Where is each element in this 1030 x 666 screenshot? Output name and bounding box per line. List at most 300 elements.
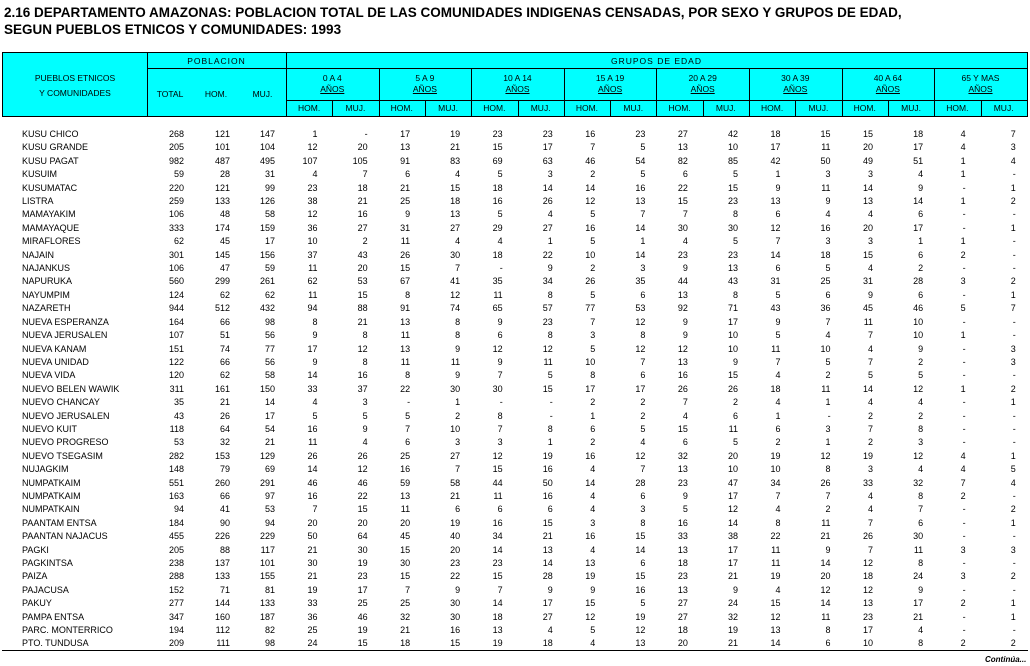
age-group-label: 10 A 14 [503,73,532,83]
table-cell: 6 [918,249,924,260]
community-name: NUEVO CHANCAY [22,397,100,408]
table-cell: 512 [214,303,230,314]
table-cell: 28 [913,276,924,287]
age-hom-header: HOM. [853,103,876,113]
table-cell: 226 [214,531,230,542]
table-cell: 106 [168,209,184,220]
table-row [2,557,1018,570]
table-cell: 145 [214,249,230,260]
table-cell: 16 [635,182,646,193]
table-cell: 5 [590,209,596,220]
table-cell: 24 [727,598,738,609]
table-cell: 2 [960,598,966,609]
table-cell: 2 [1010,638,1016,649]
table-cell: 23 [357,571,368,582]
table-cell: - [962,410,966,421]
table-cell: 21 [307,544,318,555]
age-hom-header: HOM. [946,103,969,113]
table-cell: 58 [264,209,275,220]
table-cell: 23 [677,477,688,488]
table-cell: 19 [635,611,646,622]
table-cell: 7 [918,504,924,515]
table-cell: - [1012,316,1016,327]
table-cell: 67 [400,276,411,287]
table-cell: 64 [357,531,368,542]
table-cell: 10 [727,343,738,354]
table-cell: 6 [918,209,924,220]
table-cell: 13 [400,142,411,153]
table-cell: - [962,356,966,367]
table-cell: 5 [682,504,688,515]
table-cell: 4 [590,490,596,501]
title-line-2: SEGUN PUEBLOS ETNICOS Y COMUNIDADES: 1993 [4,22,342,37]
table-cell: 7 [868,517,874,528]
age-group-label: 20 A 29 [688,73,717,83]
table-cell: 25 [820,276,831,287]
table-cell: 30 [677,222,688,233]
table-cell: 21 [727,638,738,649]
table-cell: 8 [732,289,738,300]
table-cell: 21 [400,625,411,636]
total-header: TOTAL [156,89,184,99]
table-cell: 62 [307,276,318,287]
table-cell: 148 [168,464,184,475]
table-cell: 51 [219,330,230,341]
table-cell: 13 [492,625,503,636]
table-cell: 6 [775,423,781,434]
table-cell: 43 [357,249,368,260]
table-cell: 7 [640,209,646,220]
table-cell: 28 [542,571,553,582]
table-cell: - [364,129,368,139]
table-cell: 19 [492,638,503,649]
table-cell: 4 [455,236,461,247]
table-cell: 13 [635,196,646,207]
table-cell: 1 [960,383,966,394]
table-cell: 23 [542,129,553,139]
table-cell: 21 [450,490,461,501]
table-cell: 26 [585,276,596,287]
table-cell: 33 [863,477,874,488]
table-cell: 7 [1010,129,1016,139]
table-cell: 26 [677,383,688,394]
table-cell: - [499,263,503,274]
table-cell: 15 [357,289,368,300]
table-cell: 2 [590,263,596,274]
table-cell: 45 [863,303,874,314]
table-cell: 14 [635,249,646,260]
table-cell: - [962,289,966,300]
table-cell: 10 [727,330,738,341]
table-cell: - [1012,437,1016,448]
community-name: PAKUY [22,598,52,609]
table-cell: 4 [682,410,688,421]
table-cell: 13 [677,464,688,475]
table-cell: 26 [219,410,230,421]
table-cell: 11 [771,343,781,354]
table-cell: 277 [168,598,184,609]
table-cell: 57 [542,303,553,314]
table-cell: 8 [497,410,503,421]
table-cell: - [962,558,966,568]
table-cell: 209 [168,638,184,649]
table-cell: 14 [585,477,596,488]
table-cell: 53 [635,303,646,314]
table-cell: 83 [450,155,461,166]
table-cell: 9 [682,316,688,327]
table-cell: 27 [677,598,688,609]
table-row [2,396,1018,409]
table-cell: 31 [863,276,874,287]
table-cell: 23 [635,129,646,139]
table-cell: 118 [169,423,184,434]
table-cell: 27 [357,222,368,233]
table-cell: 20 [357,263,368,274]
table-cell: 14 [635,544,646,555]
table-cell: 18 [770,383,781,394]
table-cell: 85 [727,155,738,166]
table-cell: 6 [775,263,781,274]
table-cell: 47 [219,263,230,274]
table-cell: 4 [775,504,781,515]
table-cell: 4 [455,169,461,180]
table-cell: 1 [455,397,461,408]
table-cell: 22 [400,383,411,394]
table-cell: 17 [542,142,553,153]
table-cell: 9 [918,584,924,595]
table-cell: - [962,209,966,220]
table-cell: 13 [542,544,553,555]
table-row [2,208,1018,221]
table-cell: - [962,370,966,381]
table-cell: 66 [219,356,230,367]
table-cell: 2 [590,169,596,180]
table-cell: 2 [640,397,646,408]
table-cell: 23 [542,316,553,327]
table-cell: 54 [635,155,646,166]
community-name: NUEVA KANAM [22,343,87,354]
table-cell: 54 [264,423,275,434]
table-cell: 21 [400,182,411,193]
community-name: KUSU PAGAT [22,155,79,166]
table-cell: 50 [542,477,553,488]
table-cell: 7 [682,397,688,408]
table-cell: 8 [918,638,924,649]
table-cell: 13 [770,625,781,636]
table-cell: 3 [362,397,368,408]
table-cell: 2 [1010,196,1016,207]
table-cell: 11 [913,544,924,555]
age-muj-header: MUJ. [530,103,551,113]
table-cell: 11 [400,356,411,367]
table-cell: 7 [1010,303,1016,314]
community-name: NUMPATKAIM [22,477,81,488]
table-cell: 107 [168,330,184,341]
table-cell: 30 [450,611,461,622]
table-cell: 10 [450,423,461,434]
community-name: PAGKI [22,544,49,555]
table-bottom-rule [2,650,1028,651]
table-cell: 19 [307,584,318,595]
table-cell: 66 [219,316,230,327]
table-cell: 105 [352,155,368,166]
table-cell: 16 [585,129,596,139]
table-cell: 184 [168,517,184,528]
table-cell: 94 [264,517,275,528]
pob-hom-header: HOM. [204,89,228,99]
table-cell: - [962,584,966,595]
table-cell: 19 [770,450,781,461]
table-row [2,637,1018,650]
table-cell: 56 [264,330,275,341]
table-cell: 40 [450,531,461,542]
table-cell: 32 [677,450,688,461]
table-cell: 32 [219,437,230,448]
table-cell: 71 [727,303,738,314]
community-name: MIRAFLORES [22,236,81,247]
table-cell: 33 [677,531,688,542]
age-group-header [842,73,935,95]
community-name: NUEVO TSEGASIM [22,450,103,461]
table-cell: 10 [820,343,831,354]
table-cell: 43 [173,410,184,421]
table-cell: 7 [682,209,688,220]
table-cell: 44 [492,477,503,488]
table-cell: 5 [405,410,411,421]
table-cell: 3 [455,437,461,448]
table-cell: 34 [492,531,503,542]
table-cell: 8 [590,370,596,381]
table-cell: 9 [497,356,503,367]
age-group-header [564,73,657,95]
table-cell: - [1012,209,1016,220]
table-cell: 8 [547,423,553,434]
table-cell: 20 [727,450,738,461]
table-cell: 37 [307,249,318,260]
table-row [2,597,1018,610]
table-cell: 17 [542,598,553,609]
table-cell: 1 [1010,222,1016,233]
table-cell: 6 [497,504,503,515]
table-cell: 8 [405,289,411,300]
table-cell: 27 [450,450,461,461]
table-cell: 11 [400,236,411,247]
table-cell: - [407,397,411,408]
table-cell: 18 [357,182,368,193]
table-cell: 5 [362,410,368,421]
table-cell: 12 [357,343,368,354]
table-row [2,517,1018,530]
table-cell: 487 [214,155,230,166]
table-cell: 4 [868,490,874,501]
table-cell: 16 [677,517,688,528]
table-cell: 1 [775,410,781,421]
table-cell: 1 [590,410,596,421]
table-cell: 59 [173,169,184,180]
table-cell: 2 [362,236,368,247]
table-cell: 7 [640,464,646,475]
table-cell: 23 [492,129,503,139]
table-cell: 2 [590,397,596,408]
table-cell: 17 [913,598,924,609]
table-cell: 15 [492,571,503,582]
table-cell: 3 [960,276,966,287]
table-cell: 62 [173,236,184,247]
table-row [2,477,1018,490]
table-cell: 9 [775,182,781,193]
table-cell: 30 [450,598,461,609]
table-cell: 46 [913,303,924,314]
table-cell: 20 [357,517,368,528]
age-group-label: 0 A 4 [322,73,342,83]
table-cell: 41 [450,276,461,287]
table-cell: 7 [775,490,781,501]
table-cell: 79 [219,464,230,475]
table-row [2,262,1018,275]
table-cell: 16 [585,450,596,461]
table-cell: 6 [682,169,688,180]
table-cell: - [962,531,966,542]
table-cell: 77 [585,303,596,314]
table-cell: 11 [821,517,831,528]
age-muj-header: MUJ. [993,103,1014,113]
table-cell: 13 [677,142,688,153]
table-cell: 12 [307,209,318,220]
table-cell: 25 [400,196,411,207]
table-cell: - [1012,370,1016,381]
table-cell: 7 [497,423,503,434]
table-row [2,410,1018,423]
table-cell: 159 [259,222,275,233]
table-cell: 133 [214,571,230,582]
table-cell: 1 [960,236,966,247]
table-cell: 16 [585,222,596,233]
table-cell: 42 [727,129,738,139]
table-cell: 53 [173,437,184,448]
community-name: NUEVA UNIDAD [22,356,89,367]
table-cell: 22 [357,490,368,501]
table-cell: 3 [825,169,831,180]
table-cell: 26 [863,531,874,542]
table-cell: 38 [727,531,738,542]
table-cell: 24 [913,571,924,582]
table-cell: 43 [727,276,738,287]
table-cell: 12 [913,450,924,461]
table-cell: - [549,397,553,408]
table-cell: 432 [259,303,275,314]
table-cell: 3 [1010,544,1016,555]
table-cell: 120 [168,370,184,381]
table-row [2,544,1018,557]
table-cell: 16 [357,209,368,220]
age-group-header [749,73,842,95]
table-cell: 9 [405,209,411,220]
table-cell: 18 [820,249,831,260]
table-cell: 19 [770,571,781,582]
table-cell: - [1012,423,1016,434]
table-cell: 20 [820,571,831,582]
table-cell: 29 [492,222,503,233]
table-cell: 94 [173,504,184,515]
table-cell: 12 [492,450,503,461]
table-cell: 4 [868,209,874,220]
table-cell: 17 [635,383,646,394]
table-cell: 11 [308,437,318,448]
table-cell: 160 [214,611,230,622]
table-cell: 8 [918,423,924,434]
table-cell: 35 [635,276,646,287]
table-cell: 1 [825,437,831,448]
table-cell: 25 [400,450,411,461]
community-name: PAGKINTSA [22,558,73,568]
table-cell: 77 [264,343,275,354]
table-cell: 13 [400,316,411,327]
table-cell: 30 [450,383,461,394]
table-cell: 4 [590,464,596,475]
table-cell: 53 [264,504,275,515]
table-cell: 6 [497,330,503,341]
community-name: NUEVA VIDA [22,370,76,381]
community-name: KUSU CHICO [22,129,79,139]
table-cell: 2 [960,490,966,501]
table-cell: 4 [497,236,503,247]
table-cell: 8 [825,464,831,475]
table-cell: 15 [450,638,461,649]
table-cell: 5 [1010,464,1016,475]
table-cell: 13 [770,196,781,207]
table-cell: 151 [168,343,184,354]
community-name: NUEVA ESPERANZA [22,316,109,327]
table-cell: 21 [307,571,318,582]
table-cell: 8 [312,316,318,327]
age-muj-header: MUJ. [623,103,644,113]
table-row [2,275,1018,288]
table-cell: 6 [640,558,646,568]
table-row [2,463,1018,476]
table-cell: 122 [168,356,184,367]
table-cell: 4 [312,169,318,180]
table-cell: 19 [450,129,461,139]
table-cell: 49 [863,155,874,166]
table-cell: 17 [770,142,781,153]
table-cell: 1 [775,169,781,180]
table-cell: 28 [635,477,646,488]
table-cell: 9 [590,584,596,595]
table-cell: 14 [492,598,503,609]
community-name: NUEVO KUIT [22,423,78,434]
table-cell: 14 [492,544,503,555]
community-name: NUEVA JERUSALEN [22,330,108,341]
table-cell: 347 [168,611,184,622]
table-cell: 12 [635,625,646,636]
table-cell: 16 [820,222,831,233]
table-cell: 1 [960,155,966,166]
table-cell: 18 [400,638,411,649]
table-cell: 3 [825,423,831,434]
table-cell: 8 [918,490,924,501]
table-cell: 13 [863,196,874,207]
table-cell: 35 [173,397,184,408]
table-cell: 4 [682,236,688,247]
table-cell: - [962,517,966,528]
table-row [2,289,1018,302]
table-cell: - [962,625,966,636]
table-cell: 7 [868,356,874,367]
table-cell: 4 [918,464,924,475]
table-row [2,343,1018,356]
table-cell: 19 [863,450,874,461]
table-cell: 15 [727,370,738,381]
